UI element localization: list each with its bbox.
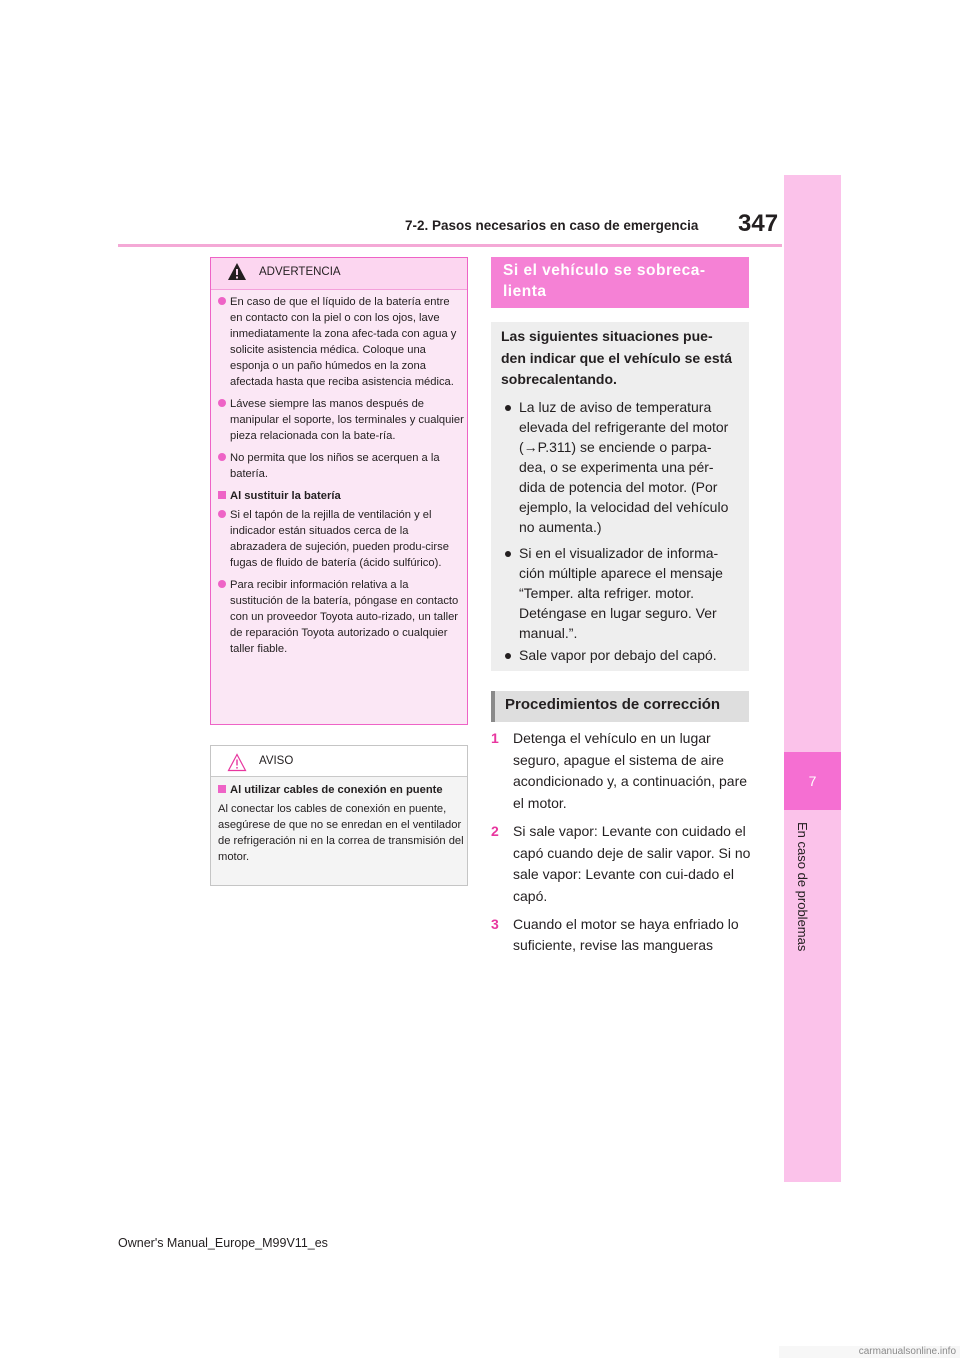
manual-footer: Owner's Manual_Europe_M99V11_es: [118, 1236, 328, 1250]
warning-triangle-icon: [227, 262, 247, 282]
notice-text: Al conectar los cables de conexión en puente, asegúrese de que no se enredan en el ventilador de refrigeración ni en la correa de transmisión del motor.: [218, 803, 464, 863]
notice-content: [218, 782, 464, 865]
pink-bullet-icon: [218, 453, 226, 461]
warning-title: ADVERTENCIA: [259, 266, 341, 278]
procedures-heading: Procedimientos de corrección: [491, 691, 749, 722]
procedure-step: 2 Si sale vapor: Levante con cuidado el capó cuando deje de salir vapor. Si no sale vapor: Levante con cui-dado el capó.: [491, 822, 751, 904]
bullet-dot-icon: [505, 405, 511, 411]
warning-item: Para recibir información relativa a la sustitución de la batería, póngase en contacto con un proveedor Toyota auto-rizado, un taller de reparación Toyota autorizado o cualquier taller fiable.: [218, 577, 464, 657]
warning-box: [210, 257, 468, 725]
procedure-step: 1 Detenga el vehículo en un lugar seguro, apague el sistema de aire acondicionado y, a continuación, pare el motor.: [491, 730, 748, 812]
warning-item: Si el tapón de la rejilla de ventilación y el indicador están situados cerca de la abrazadera de sujeción, pueden produ-cirse fugas de fluido de batería (ácido sulfúrico).: [218, 507, 464, 571]
chapter-number: 7: [808, 773, 817, 789]
pink-square-icon: [218, 491, 226, 499]
symptom-item: Sale vapor por debajo del capó.: [519, 647, 717, 663]
notice-header: [211, 746, 467, 777]
bullet-dot-icon: [505, 551, 511, 557]
step-number: 2: [491, 822, 499, 839]
step-number: 1: [491, 730, 499, 746]
overheat-heading: Si el vehículo se sobreca- lienta: [491, 257, 749, 308]
procedure-steps: [491, 728, 751, 963]
chapter-label: En caso de problemas: [795, 822, 810, 952]
pink-bullet-icon: [218, 297, 226, 305]
section-title: 7-2. Pasos necesarios en caso de emergencia: [405, 218, 699, 233]
notice-subheading: Al utilizar cables de conexión en puente: [218, 782, 464, 798]
warning-header: [211, 258, 467, 290]
warning-subheading: Al sustituir la batería: [218, 488, 464, 504]
bullet-dot-icon: [505, 653, 511, 659]
notice-box: [210, 745, 468, 886]
symptom-item: Si en el visualizador de informa- ción múltiple aparece el mensaje “Temper. alta refriger. motor. Deténgase en lugar seguro. Ver manual.”.: [519, 545, 723, 641]
symptom-item: La luz de aviso de temperatura elevada del refrigerante del motor (→P.311) se enciende o parpa- dea, o se experimenta una pér- dida de potencia del motor. (Por ejemplo, la velocidad del vehículo no aumenta.): [519, 399, 729, 535]
warning-item: No permita que los niños se acerquen a la batería.: [218, 450, 464, 482]
warning-content: [218, 294, 464, 663]
header-divider: [118, 244, 782, 247]
procedure-step: 3 Cuando el motor se haya enfriado lo suficiente, revise las mangueras: [491, 915, 739, 954]
pink-bullet-icon: [218, 580, 226, 588]
step-number: 3: [491, 915, 499, 932]
chapter-number-tab: [784, 752, 841, 810]
caution-triangle-icon: [227, 753, 247, 773]
page-number: 347: [738, 210, 779, 237]
warning-item: En caso de que el líquido de la batería entre en contacto con la piel o con los ojos, lave inmediatamente la zona afec-tada con agua y solicite asistencia médica. Coloque una esponja o un paño húmedos en la zona afectada hasta que reciba asistencia médica.: [218, 294, 464, 390]
overheat-intro: Las siguientes situaciones pue- den indicar que el vehículo se está sobrecalentando.: [501, 328, 733, 387]
notice-title: AVISO: [259, 755, 294, 767]
pink-bullet-icon: [218, 510, 226, 518]
chapter-side-strip: [784, 175, 841, 1182]
watermark: carmanualsonline.info: [779, 1346, 960, 1358]
pink-square-icon: [218, 785, 226, 793]
overheat-symptoms-box: [491, 322, 749, 671]
pink-bullet-icon: [218, 399, 226, 407]
warning-item: Lávese siempre las manos después de manipular el soporte, los terminales y cualquier pieza relacionada con la bate-ría.: [218, 396, 464, 444]
